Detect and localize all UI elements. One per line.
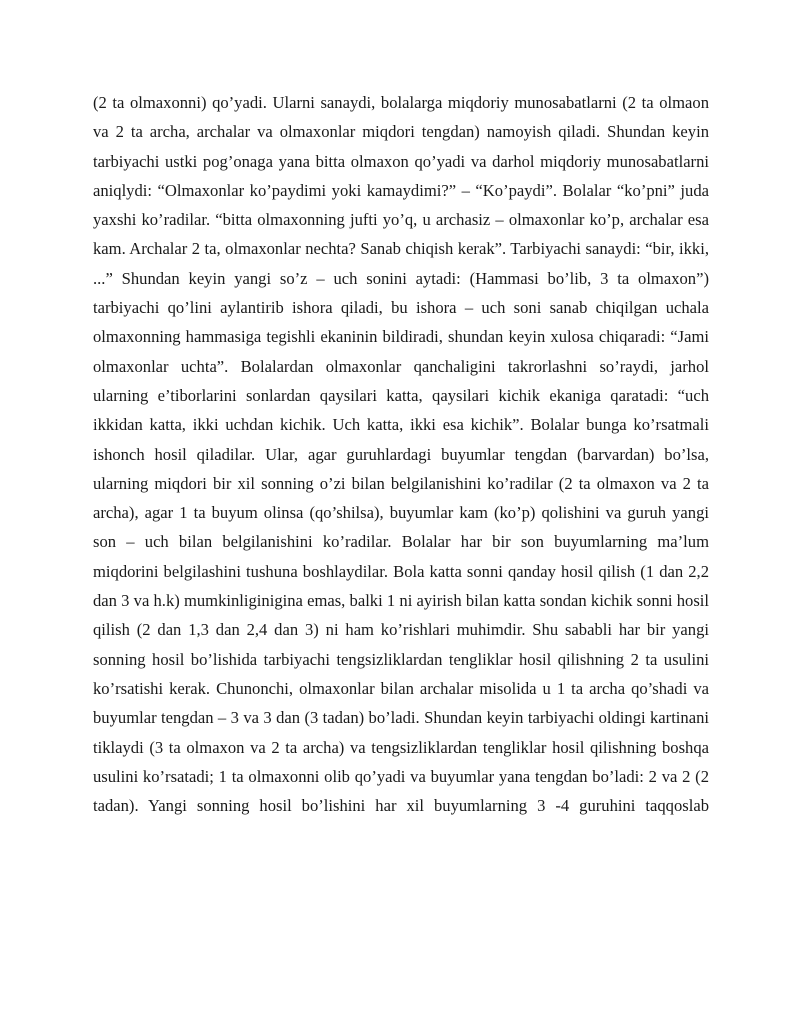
document-page	[93, 88, 709, 820]
body-paragraph: (2 ta olmaxonni) qo’yadi. Ularni sanaydi, bolalarga miqdoriy munosabatlarni (2 ta olmaon va 2 ta archa, archalar va olmaxonlar miqdori tengdan) namoyish qiladi. Shundan keyin tarbiyachi ustki pog’onaga yana bitta olmaxon qo’yadi va darhol miqdoriy munosabatlarni aniqlydi: “Olmaxonlar ko’paydimi yoki kamaydimi?” – “Ko’paydi”. Bolalar “ko’pni” juda yaxshi ko’radilar. “bitta olmaxonning jufti yo’q, u archasiz – olmaxonlar ko’p, archalar esa kam. Archalar 2 ta, olmaxonlar nechta? Sanab chiqish kerak”. Tarbiyachi sanaydi: “bir, ikki, ...” Shundan keyin yangi so’z – uch sonini aytadi: (Hammasi bo’lib, 3 ta olmaxon”) tarbiyachi qo’lini aylantirib ishora qiladi, bu ishora – uch soni sanab chiqilgan uchala olmaxonning hammasiga tegishli ekaninin bildiradi, shundan keyin xulosa chiqaradi: “Jami olmaxonlar uchta”. Bolalardan olmaxonlar qanchaligini takrorlashni so’raydi, jarhol ularning e’tiborlarini sonlardan qaysilari katta, qaysilari kichik ekaniga qaratadi: “uch ikkidan katta, ikki uchdan kichik. Uch katta, ikki esa kichik”. Bolalar bunga ko’rsatmali ishonch hosil qiladilar. Ular, agar guruhlardagi buyumlar tengdan (barvardan) bo’lsa, ularning miqdori bir xil sonning o’zi bilan belgilanishini ko’radilar (2 ta olmaxon va 2 ta archa), agar 1 ta buyum olinsa (qo’shilsa), buyumlar kam (ko’p) qolishini va guruh yangi son – uch bilan belgilanishini ko’radilar. Bolalar har bir son buyumlarning ma’lum miqdorini belgilashini tushuna boshlaydilar. Bola katta sonni qanday hosil qilish (1 dan 2,2 dan 3 va h.k) mumkinliginigina emas, balki 1 ni ayirish bilan katta sondan kichik sonni hosil qilish (2 dan 1,3 dan 2,4 dan 3) ni ham ko’rishlari muhimdir. Shu sababli har bir yangi sonning hosil bo’lishida tarbiyachi tengsizliklardan tengliklar hosil qilishning 2 ta usulini ko’rsatishi kerak. Chunonchi, olmaxonlar bilan archalar misolida u 1 ta archa qo’shadi va buyumlar tengdan – 3 va 3 dan (3 tadan) bo’ladi. Shundan keyin tarbiyachi oldingi kartinani tiklaydi (3 ta olmaxon va 2 ta archa) va tengsizliklardan tengliklar hosil qilishning boshqa usulini ko’rsatadi; 1 ta olmaxonni olib qo’yadi va buyumlar yana tengdan bo’ladi: 2 va 2 (2 tadan). Yangi sonning hosil bo’lishini har xil buyumlarning 3 -4 guruhini taqqoslab	[93, 93, 709, 816]
